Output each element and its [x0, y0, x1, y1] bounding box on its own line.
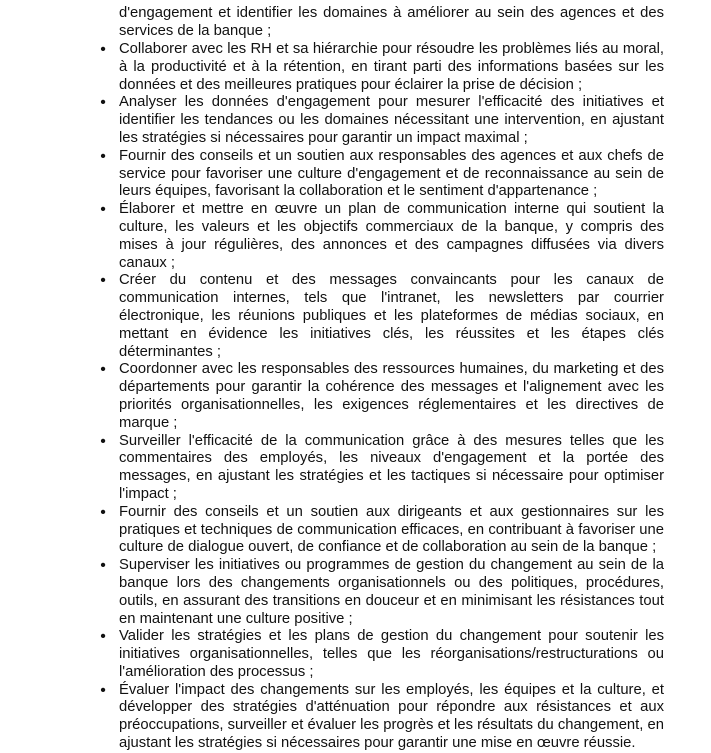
bullet-icon: • [100, 503, 106, 521]
list-item [0, 272, 664, 361]
list-item-text: Coordonner avec les responsables des ressources humaines, du marketing et des départements pour garantir la cohérence des messages et l'alignement avec les priorités organisationnelles, les exigences réglementaires et les directives de marque ; [119, 361, 664, 431]
list-item [0, 682, 664, 753]
bullet-icon: • [100, 272, 106, 290]
list-item [0, 557, 664, 628]
list-item-text: Fournir des conseils et un soutien aux dirigeants et aux gestionnaires sur les pratiques et techniques de communication efficaces, en contribuant à favoriser une culture de dialogue ouvert, de confiance et de collaboration au sein de la banque ; [119, 503, 664, 556]
bullet-icon: • [100, 557, 106, 575]
list-item-text: Évaluer l'impact des changements sur les employés, les équipes et la culture, et développer des stratégies d'atténuation pour répondre aux résistances et aux préoccupations, surveiller et évaluer les progrès et les résultats du changement, en ajustant les stratégies si nécessaires pour garantir une mise en œuvre réussie. [119, 681, 664, 752]
list-item-text: Collaborer avec les RH et sa hiérarchie pour résoudre les problèmes liés au moral, à la productivité et à la rétention, en tirant parti des informations basées sur les données et des meilleures pratiques pour éclairer la prise de décision ; [119, 41, 664, 93]
list-item [0, 148, 664, 201]
bullet-icon: • [100, 41, 106, 58]
list-item [0, 628, 664, 681]
list-item [0, 433, 664, 504]
bullet-icon: • [100, 147, 106, 165]
bullet-icon: • [100, 94, 106, 112]
bullet-icon: • [100, 681, 106, 699]
list-item-text: Analyser les données d'engagement pour mesurer l'efficacité des initiatives et identifier les tendances ou les domaines nécessitant une intervention, en ajustant les stratégies si nécessaires pour garantir un impact maximal ; [119, 94, 664, 146]
list-item [0, 94, 664, 147]
bullet-icon: • [100, 201, 106, 219]
list-item-text: Surveiller l'efficacité de la communication grâce à des mesures telles que les commentaires des employés, les niveaux d'engagement et la portée des messages, en ajustant les stratégies et les tactiques si nécessaire pour optimiser l'impact ; [119, 432, 664, 502]
list-item [0, 201, 664, 272]
list-item-text: Fournir des conseils et un soutien aux responsables des agences et aux chefs de service pour favoriser une culture d'engagement et de reconnaissance au sein de leurs équipes, favorisant la collaboration et le sentiment d'appartenance ; [119, 147, 664, 200]
list-item-text: Valider les stratégies et les plans de gestion du changement pour soutenir les initiatives organisationnelles, telles que les réorganisations/restructurations ou l'amélioration des processus ; [119, 628, 664, 680]
list-item-text: Élaborer et mettre en œuvre un plan de communication interne qui soutient la culture, les valeurs et les objectifs commerciaux de la banque, y compris des mises à jour régulières, des annonces et des campagnes diffusées via divers canaux ; [119, 201, 664, 271]
list-item [0, 41, 664, 94]
responsibilities-list [0, 41, 711, 753]
list-item [0, 504, 664, 557]
bullet-icon: • [100, 628, 106, 646]
list-item [0, 361, 664, 432]
continuation-paragraph: d'engagement et identifier les domaines à améliorer au sein des agences et des services de la banque ; [119, 5, 664, 39]
list-item-text: Superviser les initiatives ou programmes de gestion du changement au sein de la banque lors des changements organisationnels ou des politiques, procédures, outils, en assurant des transitions en douceur et en minimisant les résistances tout en maintenant une culture positive ; [119, 557, 664, 627]
bullet-icon: • [100, 361, 106, 379]
list-item-text: Créer du contenu et des messages convaincants pour les canaux de communication internes, tels que l'intranet, les newsletters par courrier électronique, les réunions publiques et les plateformes de médias sociaux, en mettant en évidence les initiatives clés, les réussites et les étapes clés déterminantes ; [119, 272, 664, 360]
bullet-icon: • [100, 432, 106, 450]
